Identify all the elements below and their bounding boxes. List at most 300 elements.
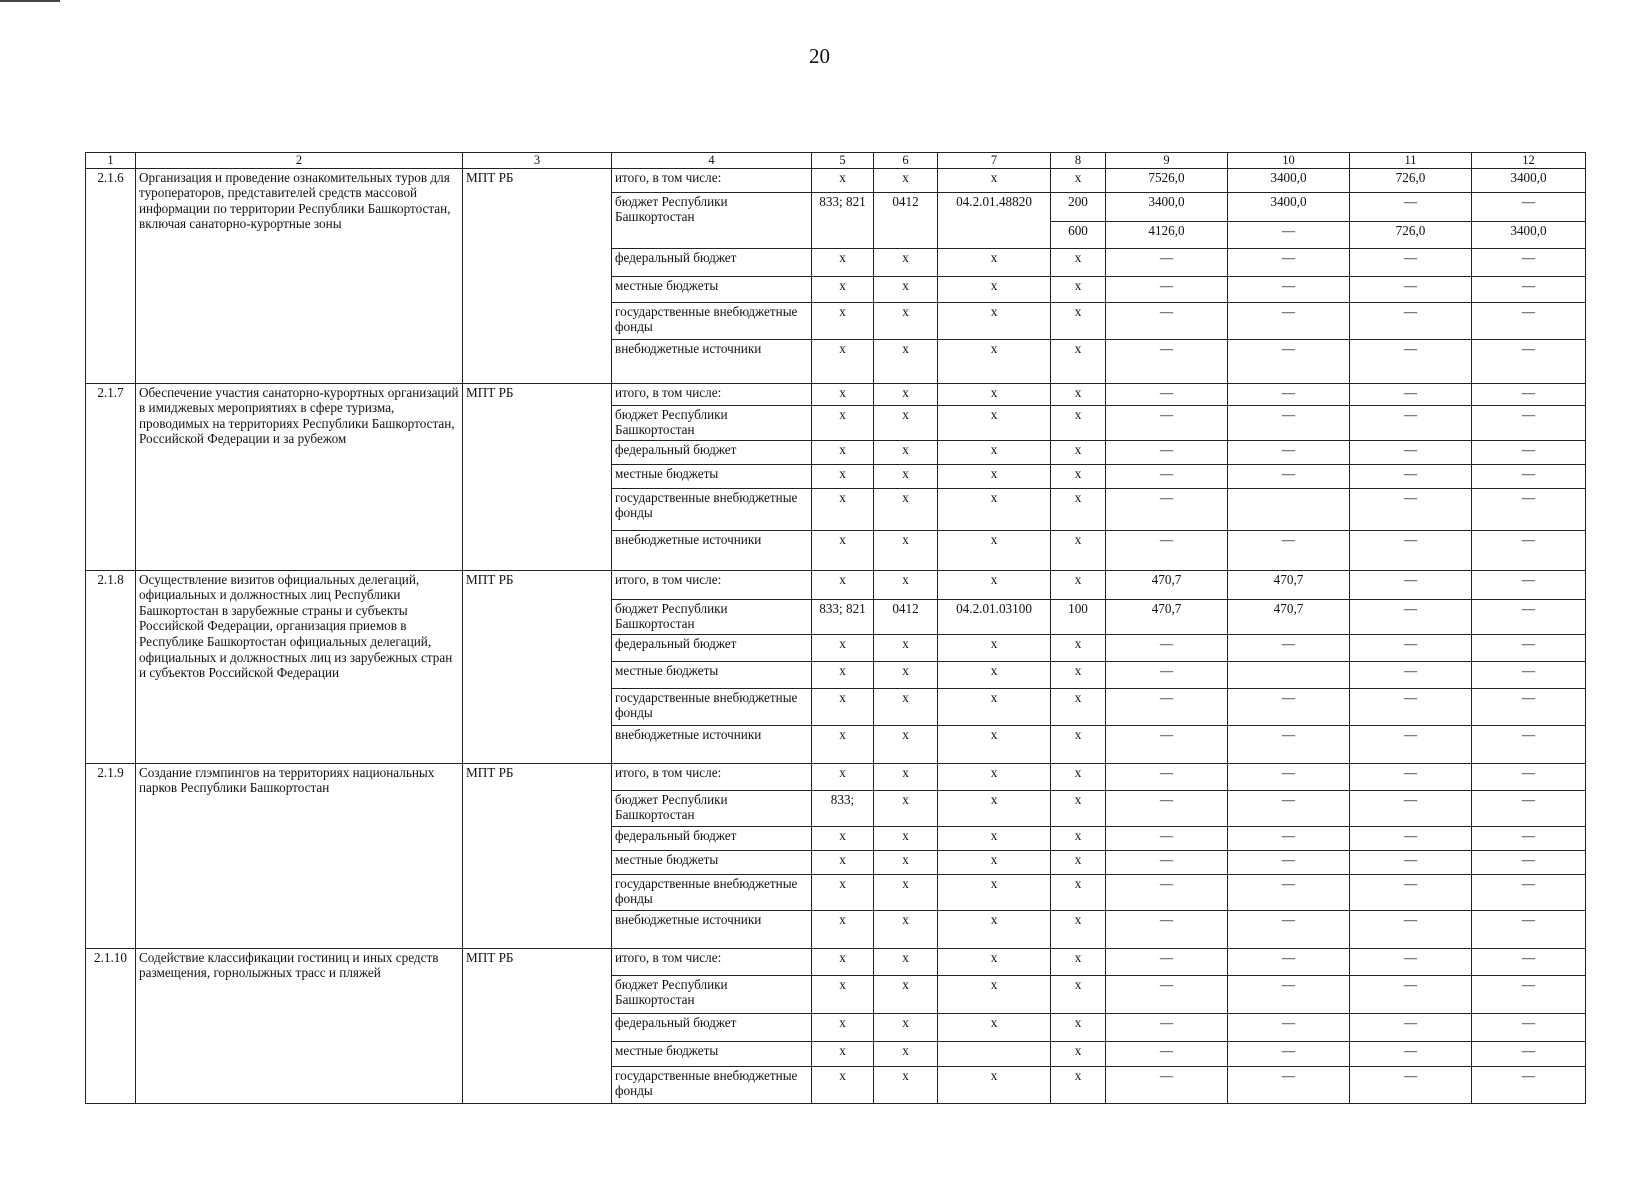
kbk-code: x — [812, 688, 874, 725]
year3-value: — — [1472, 530, 1586, 570]
funding-source: бюджет Республики Башкортостан — [612, 790, 812, 826]
scan-corner-mark — [0, 0, 60, 2]
section-code: x — [874, 910, 938, 948]
year2-value: — — [1350, 874, 1472, 910]
expense-type: x — [1051, 168, 1106, 192]
item-number: 2.1.7 — [86, 383, 136, 570]
year3-value: — — [1472, 383, 1586, 405]
kbk-code: x — [812, 248, 874, 276]
year2-value: — — [1350, 826, 1472, 850]
section-code: x — [874, 440, 938, 464]
total-value: — — [1106, 874, 1228, 910]
year2-value: — — [1350, 975, 1472, 1013]
year1-value: — — [1228, 530, 1350, 570]
expense-type: x — [1051, 570, 1106, 599]
item-number: 2.1.6 — [86, 168, 136, 383]
target-article: x — [938, 302, 1051, 339]
kbk-code: x — [812, 661, 874, 688]
expense-type: x — [1051, 661, 1106, 688]
kbk-code: x — [812, 464, 874, 488]
target-article: 04.2.01.48820 — [938, 192, 1051, 248]
year3-value: 3400,0 — [1472, 168, 1586, 192]
year1-value: 470,7 — [1228, 570, 1350, 599]
year1-value: — — [1228, 725, 1350, 763]
executor: МПТ РБ — [463, 570, 612, 763]
year1-value — [1228, 661, 1350, 688]
total-value: — — [1106, 1066, 1228, 1103]
target-article: x — [938, 276, 1051, 302]
target-article: x — [938, 725, 1051, 763]
total-value: — — [1106, 790, 1228, 826]
target-article: x — [938, 339, 1051, 383]
year3-value: — — [1472, 661, 1586, 688]
col-header: 9 — [1106, 153, 1228, 169]
total-value: 470,7 — [1106, 599, 1228, 634]
year2-value: — — [1350, 1013, 1472, 1041]
target-article: x — [938, 464, 1051, 488]
expense-type: x — [1051, 688, 1106, 725]
col-header: 6 — [874, 153, 938, 169]
target-article: x — [938, 570, 1051, 599]
kbk-code: x — [812, 1066, 874, 1103]
year3-value: — — [1472, 599, 1586, 634]
table-row — [86, 763, 1586, 790]
expense-type: 100 — [1051, 599, 1106, 634]
total-value: 470,7 — [1106, 570, 1228, 599]
total-value: — — [1106, 339, 1228, 383]
funding-source: местные бюджеты — [612, 276, 812, 302]
kbk-code: 833; — [812, 790, 874, 826]
total-value: — — [1106, 464, 1228, 488]
year3-value: — — [1472, 850, 1586, 874]
year1-value: — — [1228, 826, 1350, 850]
total-value: — — [1106, 634, 1228, 661]
kbk-code: x — [812, 302, 874, 339]
target-article: x — [938, 1066, 1051, 1103]
section-code: x — [874, 1041, 938, 1066]
section-code: x — [874, 948, 938, 975]
year1-value: 470,7 — [1228, 599, 1350, 634]
kbk-code: 833; 821 — [812, 192, 874, 248]
year2-value: — — [1350, 248, 1472, 276]
funding-source: местные бюджеты — [612, 661, 812, 688]
total-value: — — [1106, 383, 1228, 405]
expense-type: x — [1051, 763, 1106, 790]
table-row — [86, 948, 1586, 975]
expense-type: x — [1051, 530, 1106, 570]
funding-source: итого, в том числе: — [612, 948, 812, 975]
target-article: x — [938, 874, 1051, 910]
section-code: x — [874, 850, 938, 874]
expense-type: x — [1051, 910, 1106, 948]
page-number: 20 — [809, 44, 830, 68]
section-code: x — [874, 405, 938, 440]
expense-type: x — [1051, 1041, 1106, 1066]
item-number: 2.1.8 — [86, 570, 136, 763]
year2-value: — — [1350, 405, 1472, 440]
item-number: 2.1.9 — [86, 763, 136, 948]
funding-source: государственные внебюджетные фонды — [612, 688, 812, 725]
year2-value: 726,0 — [1350, 168, 1472, 192]
kbk-code: x — [812, 763, 874, 790]
year3-value: — — [1472, 910, 1586, 948]
executor: МПТ РБ — [463, 168, 612, 383]
expense-type: x — [1051, 826, 1106, 850]
target-article: x — [938, 248, 1051, 276]
year3-value: — — [1472, 570, 1586, 599]
total-value: — — [1106, 850, 1228, 874]
kbk-code: x — [812, 530, 874, 570]
target-article: x — [938, 850, 1051, 874]
year2-value: — — [1350, 440, 1472, 464]
total-value: — — [1106, 763, 1228, 790]
year3-value: — — [1472, 790, 1586, 826]
year1-value: — — [1228, 440, 1350, 464]
target-article: x — [938, 790, 1051, 826]
funding-source: итого, в том числе: — [612, 168, 812, 192]
col-header: 11 — [1350, 153, 1472, 169]
kbk-code: x — [812, 975, 874, 1013]
target-article: x — [938, 168, 1051, 192]
total-value: — — [1106, 248, 1228, 276]
year2-value: — — [1350, 570, 1472, 599]
kbk-code: x — [812, 910, 874, 948]
expense-type: x — [1051, 488, 1106, 530]
funding-source: государственные внебюджетные фонды — [612, 1066, 812, 1103]
year3-value: — — [1472, 248, 1586, 276]
funding-source: местные бюджеты — [612, 464, 812, 488]
activity-name: Создание глэмпингов на территориях национальных парков Республики Башкортостан — [136, 763, 463, 948]
total-value: — — [1106, 488, 1228, 530]
executor: МПТ РБ — [463, 948, 612, 1103]
year3-value: — — [1472, 339, 1586, 383]
funding-source: государственные внебюджетные фонды — [612, 488, 812, 530]
total-value: — — [1106, 276, 1228, 302]
target-article: x — [938, 1013, 1051, 1041]
expense-type: x — [1051, 725, 1106, 763]
year1-value: — — [1228, 302, 1350, 339]
year2-value: — — [1350, 850, 1472, 874]
section-code: x — [874, 168, 938, 192]
table-row — [86, 570, 1586, 599]
section-code: x — [874, 1013, 938, 1041]
year3-value: — — [1472, 975, 1586, 1013]
col-header: 5 — [812, 153, 874, 169]
year2-value: — — [1350, 488, 1472, 530]
total-value: — — [1106, 1013, 1228, 1041]
expense-type: x — [1051, 874, 1106, 910]
year3-value: — — [1472, 874, 1586, 910]
expense-type: x — [1051, 302, 1106, 339]
funding-source: итого, в том числе: — [612, 763, 812, 790]
year1-value: — — [1228, 790, 1350, 826]
funding-source: внебюджетные источники — [612, 725, 812, 763]
expense-type: x — [1051, 383, 1106, 405]
col-header: 10 — [1228, 153, 1350, 169]
kbk-code: x — [812, 850, 874, 874]
year3-value: — — [1472, 192, 1586, 221]
year3-value: 3400,0 — [1472, 221, 1586, 248]
year1-value: — — [1228, 1041, 1350, 1066]
year1-value: — — [1228, 383, 1350, 405]
total-value: 7526,0 — [1106, 168, 1228, 192]
section-code: x — [874, 383, 938, 405]
section-code: x — [874, 248, 938, 276]
expense-type: x — [1051, 948, 1106, 975]
table-row — [86, 168, 1586, 192]
funding-source: федеральный бюджет — [612, 440, 812, 464]
year3-value: — — [1472, 1066, 1586, 1103]
activity-name: Осуществление визитов официальных делегаций, официальных и должностных лиц Республики Башкортостан в зарубежные страны и субъекты Российской Федерации, организация приемов в Республике Башкортостан официальных делегаций, официальных и должностных лиц из зарубежных стран и субъектов Российской Федерации — [136, 570, 463, 763]
col-header: 1 — [86, 153, 136, 169]
section-code: x — [874, 276, 938, 302]
col-header: 12 — [1472, 153, 1586, 169]
kbk-code: x — [812, 1041, 874, 1066]
year2-value: — — [1350, 910, 1472, 948]
year3-value: — — [1472, 688, 1586, 725]
kbk-code: x — [812, 874, 874, 910]
total-value: — — [1106, 688, 1228, 725]
year2-value: — — [1350, 530, 1472, 570]
funding-source: федеральный бюджет — [612, 248, 812, 276]
funding-source: государственные внебюджетные фонды — [612, 874, 812, 910]
kbk-code: x — [812, 948, 874, 975]
section-code: x — [874, 975, 938, 1013]
year2-value: — — [1350, 688, 1472, 725]
year1-value: — — [1228, 688, 1350, 725]
funding-source: бюджет Республики Башкортостан — [612, 192, 812, 248]
executor: МПТ РБ — [463, 763, 612, 948]
kbk-code: x — [812, 488, 874, 530]
year2-value: — — [1350, 599, 1472, 634]
executor: МПТ РБ — [463, 383, 612, 570]
expense-type: x — [1051, 790, 1106, 826]
section-code: x — [874, 1066, 938, 1103]
target-article: x — [938, 405, 1051, 440]
funding-source: федеральный бюджет — [612, 634, 812, 661]
year1-value: — — [1228, 405, 1350, 440]
section-code: x — [874, 826, 938, 850]
expense-type: 600 — [1051, 221, 1106, 248]
year1-value: — — [1228, 975, 1350, 1013]
year2-value: — — [1350, 192, 1472, 221]
funding-source: федеральный бюджет — [612, 826, 812, 850]
funding-source: государственные внебюджетные фонды — [612, 302, 812, 339]
total-value: — — [1106, 826, 1228, 850]
activity-name: Организация и проведение ознакомительных туров для туроператоров, представителей средств массовой информации по территории Республики Башкортостан, включая санаторно-курортные зоны — [136, 168, 463, 383]
col-header: 7 — [938, 153, 1051, 169]
year2-value: — — [1350, 725, 1472, 763]
expense-type: 200 — [1051, 192, 1106, 221]
year2-value: — — [1350, 763, 1472, 790]
item-number: 2.1.10 — [86, 948, 136, 1103]
funding-source: федеральный бюджет — [612, 1013, 812, 1041]
funding-source: местные бюджеты — [612, 850, 812, 874]
year2-value: — — [1350, 948, 1472, 975]
year3-value: — — [1472, 464, 1586, 488]
total-value: — — [1106, 910, 1228, 948]
year3-value: — — [1472, 488, 1586, 530]
total-value: 4126,0 — [1106, 221, 1228, 248]
col-header: 4 — [612, 153, 812, 169]
kbk-code: x — [812, 1013, 874, 1041]
funding-source: итого, в том числе: — [612, 383, 812, 405]
total-value: — — [1106, 661, 1228, 688]
table-body — [86, 168, 1586, 1103]
total-value: — — [1106, 975, 1228, 1013]
year3-value: — — [1472, 948, 1586, 975]
total-value: — — [1106, 405, 1228, 440]
year3-value: — — [1472, 302, 1586, 339]
year2-value: — — [1350, 1066, 1472, 1103]
year1-value: — — [1228, 1066, 1350, 1103]
budget-table — [85, 152, 1586, 1104]
year3-value: — — [1472, 826, 1586, 850]
section-code: x — [874, 790, 938, 826]
year3-value: — — [1472, 763, 1586, 790]
section-code: x — [874, 302, 938, 339]
kbk-code: x — [812, 570, 874, 599]
target-article: x — [938, 826, 1051, 850]
year2-value: 726,0 — [1350, 221, 1472, 248]
section-code: x — [874, 634, 938, 661]
target-article: x — [938, 488, 1051, 530]
col-header: 8 — [1051, 153, 1106, 169]
section-code: 0412 — [874, 192, 938, 248]
table-row — [86, 383, 1586, 405]
year3-value: — — [1472, 725, 1586, 763]
target-article — [938, 1041, 1051, 1066]
section-code: 0412 — [874, 599, 938, 634]
year2-value: — — [1350, 276, 1472, 302]
funding-source: местные бюджеты — [612, 1041, 812, 1066]
expense-type: x — [1051, 1013, 1106, 1041]
kbk-code: x — [812, 405, 874, 440]
kbk-code: x — [812, 634, 874, 661]
column-number-row — [86, 153, 1586, 169]
year3-value: — — [1472, 405, 1586, 440]
funding-source: бюджет Республики Башкортостан — [612, 975, 812, 1013]
expense-type: x — [1051, 405, 1106, 440]
year2-value: — — [1350, 790, 1472, 826]
year1-value: 3400,0 — [1228, 192, 1350, 221]
kbk-code: x — [812, 168, 874, 192]
funding-source: внебюджетные источники — [612, 530, 812, 570]
kbk-code: x — [812, 276, 874, 302]
kbk-code: x — [812, 339, 874, 383]
target-article: x — [938, 688, 1051, 725]
total-value: — — [1106, 530, 1228, 570]
year3-value: — — [1472, 440, 1586, 464]
target-article: x — [938, 634, 1051, 661]
col-header: 2 — [136, 153, 463, 169]
year2-value: — — [1350, 661, 1472, 688]
year1-value: — — [1228, 1013, 1350, 1041]
total-value: — — [1106, 440, 1228, 464]
year3-value: — — [1472, 1013, 1586, 1041]
year1-value: — — [1228, 248, 1350, 276]
kbk-code: 833; 821 — [812, 599, 874, 634]
year1-value: — — [1228, 339, 1350, 383]
target-article: x — [938, 948, 1051, 975]
target-article: x — [938, 440, 1051, 464]
funding-source: бюджет Республики Башкортостан — [612, 405, 812, 440]
section-code: x — [874, 688, 938, 725]
expense-type: x — [1051, 248, 1106, 276]
year3-value: — — [1472, 634, 1586, 661]
funding-source: бюджет Республики Башкортостан — [612, 599, 812, 634]
year1-value: — — [1228, 910, 1350, 948]
expense-type: x — [1051, 850, 1106, 874]
col-header: 3 — [463, 153, 612, 169]
year1-value: — — [1228, 464, 1350, 488]
year2-value: — — [1350, 339, 1472, 383]
target-article: x — [938, 763, 1051, 790]
year1-value: — — [1228, 850, 1350, 874]
total-value: 3400,0 — [1106, 192, 1228, 221]
section-code: x — [874, 464, 938, 488]
year1-value: 3400,0 — [1228, 168, 1350, 192]
kbk-code: x — [812, 826, 874, 850]
expense-type: x — [1051, 975, 1106, 1013]
activity-name: Обеспечение участия санаторно-курортных организаций в имиджевых мероприятиях в сфере туризма, проводимых на территориях Республики Башкортостан, Российской Федерации и за рубежом — [136, 383, 463, 570]
year2-value: — — [1350, 634, 1472, 661]
year2-value: — — [1350, 464, 1472, 488]
year1-value: — — [1228, 221, 1350, 248]
total-value: — — [1106, 1041, 1228, 1066]
section-code: x — [874, 725, 938, 763]
total-value: — — [1106, 725, 1228, 763]
target-article: x — [938, 975, 1051, 1013]
funding-source: внебюджетные источники — [612, 910, 812, 948]
expense-type: x — [1051, 440, 1106, 464]
target-article: x — [938, 661, 1051, 688]
year1-value — [1228, 488, 1350, 530]
year1-value: — — [1228, 276, 1350, 302]
total-value: — — [1106, 302, 1228, 339]
section-code: x — [874, 661, 938, 688]
section-code: x — [874, 530, 938, 570]
year3-value: — — [1472, 276, 1586, 302]
target-article: x — [938, 383, 1051, 405]
section-code: x — [874, 488, 938, 530]
section-code: x — [874, 874, 938, 910]
expense-type: x — [1051, 1066, 1106, 1103]
expense-type: x — [1051, 464, 1106, 488]
year1-value: — — [1228, 634, 1350, 661]
expense-type: x — [1051, 276, 1106, 302]
target-article: 04.2.01.03100 — [938, 599, 1051, 634]
year2-value: — — [1350, 302, 1472, 339]
kbk-code: x — [812, 383, 874, 405]
expense-type: x — [1051, 634, 1106, 661]
year1-value: — — [1228, 763, 1350, 790]
funding-source: итого, в том числе: — [612, 570, 812, 599]
year3-value: — — [1472, 1041, 1586, 1066]
year1-value: — — [1228, 874, 1350, 910]
funding-source: внебюджетные источники — [612, 339, 812, 383]
activity-name: Содействие классификации гостиниц и иных средств размещения, горнолыжных трасс и пляжей — [136, 948, 463, 1103]
kbk-code: x — [812, 440, 874, 464]
expense-type: x — [1051, 339, 1106, 383]
total-value: — — [1106, 948, 1228, 975]
target-article: x — [938, 910, 1051, 948]
target-article: x — [938, 530, 1051, 570]
kbk-code: x — [812, 725, 874, 763]
section-code: x — [874, 339, 938, 383]
section-code: x — [874, 763, 938, 790]
year2-value: — — [1350, 1041, 1472, 1066]
